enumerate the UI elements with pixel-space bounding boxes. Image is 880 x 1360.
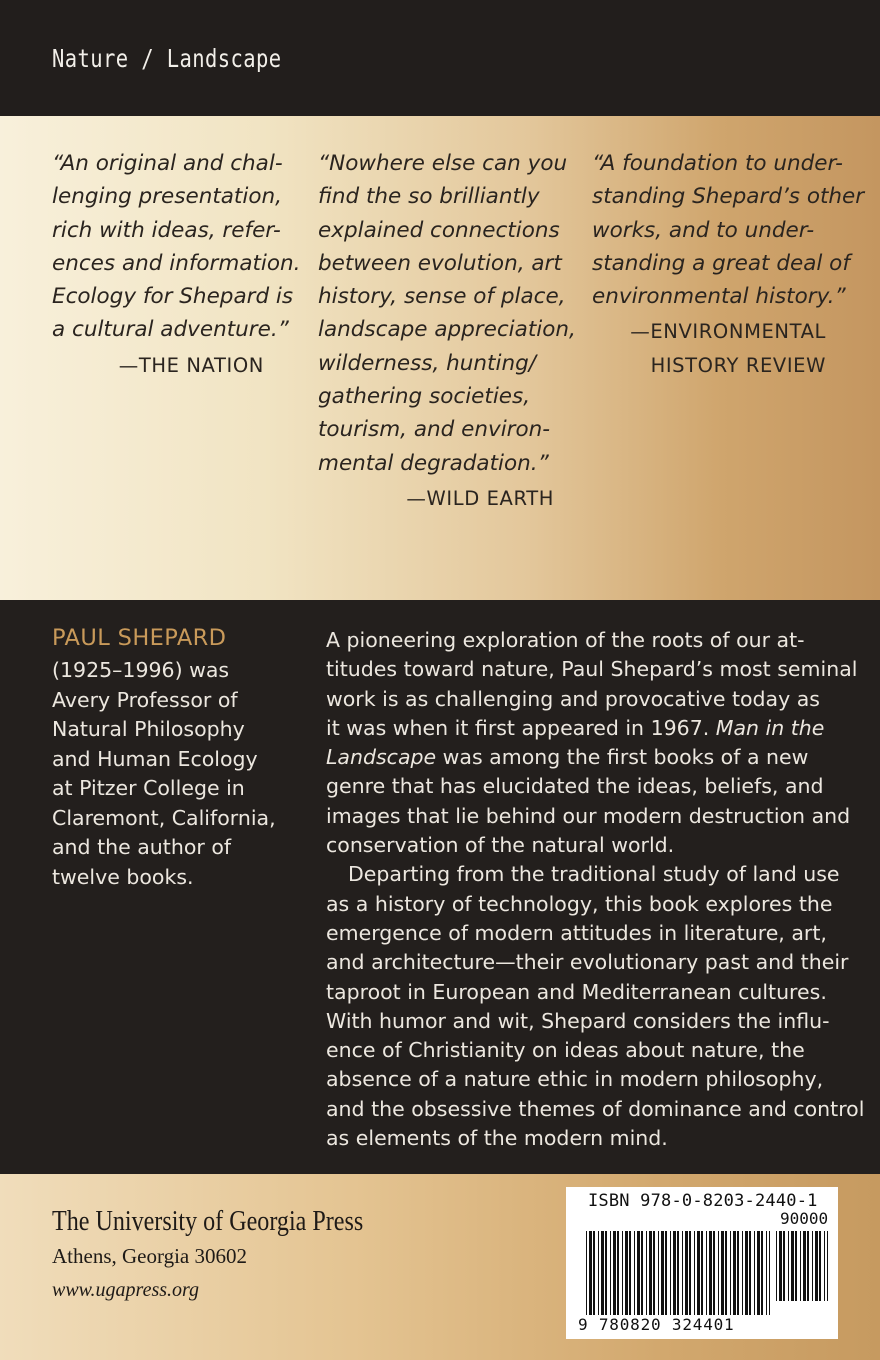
bio-line: twelve books.: [52, 864, 194, 889]
quote-source: —ENVIRONMENTAL: [630, 320, 826, 344]
quote-line: history, sense of place,: [318, 284, 566, 310]
quote-line: lenging presentation,: [52, 184, 282, 210]
quote-line: a cultural adventure.”: [52, 317, 289, 343]
quote-line: explained connections: [318, 217, 560, 243]
bio-line: and the author of: [52, 835, 232, 859]
quote-line: gathering societies,: [318, 384, 531, 410]
bio-line: Natural Philosophy: [52, 717, 245, 741]
quote-line: landscape appreciation,: [318, 317, 576, 343]
quote-line: standing Shepard’s other: [592, 184, 865, 210]
isbn-label: ISBN 978-0-8203-2440-1: [588, 1191, 818, 1211]
description-line: A pioneering exploration of the roots of our at-: [326, 628, 805, 652]
bio-line: Claremont, California,: [52, 805, 276, 830]
publisher-name: The University of Georgia Press: [52, 1206, 364, 1237]
review-quote: [52, 147, 301, 382]
description-line: ence of Christianity on ideas about nature, the: [326, 1038, 805, 1063]
quote-source: —WILD EARTH: [406, 486, 554, 510]
quote-line: ences and information.: [52, 250, 301, 276]
quote-line: “A foundation to under-: [592, 151, 843, 176]
description-line: genre that has elucidated the ideas, beliefs, and: [326, 774, 824, 799]
quote-line: works, and to under-: [592, 217, 815, 243]
quote-line: “Nowhere else can you: [318, 151, 568, 176]
quote-line: environmental history.”: [592, 284, 846, 310]
author-name: PAUL SHEPARD: [52, 625, 227, 651]
ean-number: 9 780820 324401: [578, 1315, 735, 1334]
barcode: [566, 1187, 838, 1339]
barcode-bars-icon: [586, 1231, 770, 1315]
book-description: [326, 626, 865, 1153]
quote-line: standing a great deal of: [592, 250, 850, 276]
quote-source: —THE NATION: [118, 353, 264, 377]
author-bio: [52, 656, 292, 892]
quote-line: find the so brilliantly: [318, 184, 540, 210]
description-line: and architecture—their evolutionary past and their: [326, 950, 849, 975]
description-line: as elements of the modern mind.: [326, 1126, 668, 1151]
description-line: images that lie behind our modern destruction and: [326, 803, 851, 828]
top-band: [0, 0, 880, 116]
review-quote: [318, 147, 576, 515]
description-line: titudes toward nature, Paul Shepard’s most seminal: [326, 657, 858, 682]
bio-line: at Pitzer College in: [52, 776, 245, 800]
barcode-addon-bars-icon: [776, 1231, 828, 1301]
description-line: Departing from the traditional study of land use: [348, 862, 840, 887]
bio-line: Avery Professor of: [52, 687, 238, 712]
quote-line: Ecology for Shepard is: [52, 284, 294, 310]
description-line: as a history of technology, this book explores the: [326, 891, 833, 916]
publisher-url: www.ugapress.org: [52, 1279, 200, 1301]
description-line: work is as challenging and provocative today as: [326, 686, 820, 711]
bio-line: (1925–1996) was: [52, 658, 230, 682]
description-line: emergence of modern attitudes in literature, art,: [326, 920, 827, 945]
description-line: With humor and wit, Shepard considers the influ-: [326, 1008, 830, 1033]
book-title-italic: Landscape: [326, 745, 437, 770]
quote-source: HISTORY REVIEW: [650, 353, 826, 377]
description-line: taproot in European and Mediterranean cultures.: [326, 979, 827, 1004]
description-line: conservation of the natural world.: [326, 833, 675, 858]
description-line: and the obsessive themes of dominance and control: [326, 1096, 865, 1121]
publisher-address: Athens, Georgia 30602: [52, 1244, 247, 1268]
quote-line: tourism, and environ-: [318, 417, 551, 443]
quote-line: wilderness, hunting/: [318, 350, 536, 376]
bio-line: and Human Ecology: [52, 746, 258, 771]
quote-line: between evolution, art: [318, 250, 562, 276]
category-label: Nature / Landscape: [52, 44, 282, 73]
description-text: was among the first books of a new: [436, 745, 809, 770]
book-title-italic: Man in the: [715, 715, 825, 740]
review-quote: [592, 147, 865, 382]
quote-line: “An original and chal-: [52, 151, 283, 176]
description-line: [326, 743, 846, 772]
description-text: it was when it first appeared in 1967.: [326, 715, 716, 740]
price-code: 90000: [780, 1209, 829, 1228]
description-line: absence of a nature ethic in modern philosophy,: [326, 1067, 824, 1092]
quote-line: mental degradation.”: [318, 450, 549, 476]
description-line: [326, 714, 846, 743]
quote-line: rich with ideas, refer-: [52, 217, 281, 243]
